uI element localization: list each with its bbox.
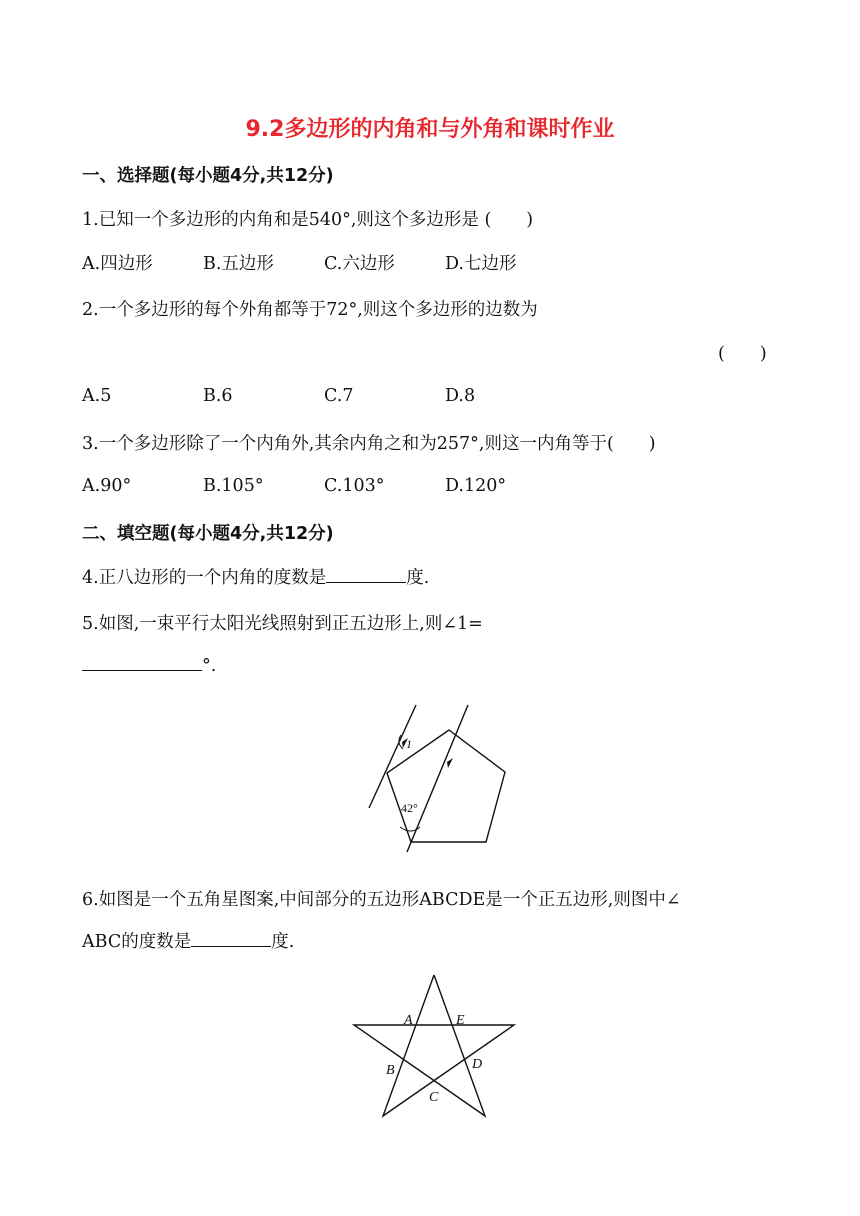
question-5-stem: 5.如图,一束平行太阳光线照射到正五边形上,则∠1=	[82, 614, 483, 634]
question-2-answer-paren: ( )	[718, 344, 767, 364]
q1-option-d: D.七边形	[445, 254, 517, 274]
q1-option-c: C.六边形	[324, 254, 395, 274]
q2-option-c: C.7	[324, 386, 354, 406]
q2-option-a: A.5	[82, 386, 112, 406]
q3-option-b: B.105°	[203, 476, 264, 496]
vertex-label-e: E	[456, 1013, 465, 1028]
question-1-stem: 1.已知一个多边形的内角和是540°,则这个多边形是 ( )	[82, 210, 534, 230]
pentagon-shape	[387, 730, 505, 842]
q3-option-c: C.103°	[324, 476, 385, 496]
vertex-label-a: A	[404, 1013, 413, 1028]
q6-answer-blank[interactable]	[191, 945, 271, 947]
question-6-stem: 6.如图是一个五角星图案,中间部分的五边形ABCDE是一个正五边形,则图中∠	[82, 890, 681, 910]
vertex-label-c: C	[429, 1090, 439, 1105]
q4-answer-blank[interactable]	[326, 581, 406, 583]
figure-five-pointed-star	[350, 970, 520, 1122]
angle-label-42: 42°	[401, 801, 418, 815]
q1-option-b: B.五边形	[203, 254, 274, 274]
page-title: 9.2多边形的内角和与外角和课时作业	[245, 117, 615, 142]
q5-text-after: °.	[202, 656, 217, 676]
ray-arrow-right	[447, 758, 453, 768]
q5-answer-blank[interactable]	[82, 669, 202, 671]
question-2-stem: 2.一个多边形的每个外角都等于72°,则这个多边形的边数为	[82, 300, 538, 320]
section-heading-fill: 二、填空题(每小题4分,共12分)	[82, 524, 334, 544]
q4-text-after: 度.	[406, 568, 430, 588]
question-6-answer-line	[82, 928, 294, 953]
angle-label-1: 1	[406, 737, 412, 751]
q4-text-before: 4.正八边形的一个内角的度数是	[82, 568, 327, 588]
q2-option-d: D.8	[445, 386, 476, 406]
section-heading-choice: 一、选择题(每小题4分,共12分)	[82, 166, 334, 186]
q6-text-after: 度.	[271, 932, 295, 952]
vertex-label-b: B	[386, 1063, 395, 1078]
q2-option-b: B.6	[203, 386, 233, 406]
q1-option-a: A.四边形	[82, 254, 153, 274]
question-4	[82, 564, 429, 589]
q3-option-d: D.120°	[445, 476, 507, 496]
q3-option-a: A.90°	[82, 476, 132, 496]
question-3-stem: 3.一个多边形除了一个内角外,其余内角之和为257°,则这一内角等于( )	[82, 434, 656, 454]
sun-ray-left	[369, 705, 416, 808]
vertex-label-d: D	[472, 1057, 483, 1072]
q6-text-before: ABC的度数是	[82, 932, 192, 952]
question-5-answer-line	[82, 656, 216, 676]
figure-pentagon-sunlight	[360, 700, 520, 860]
